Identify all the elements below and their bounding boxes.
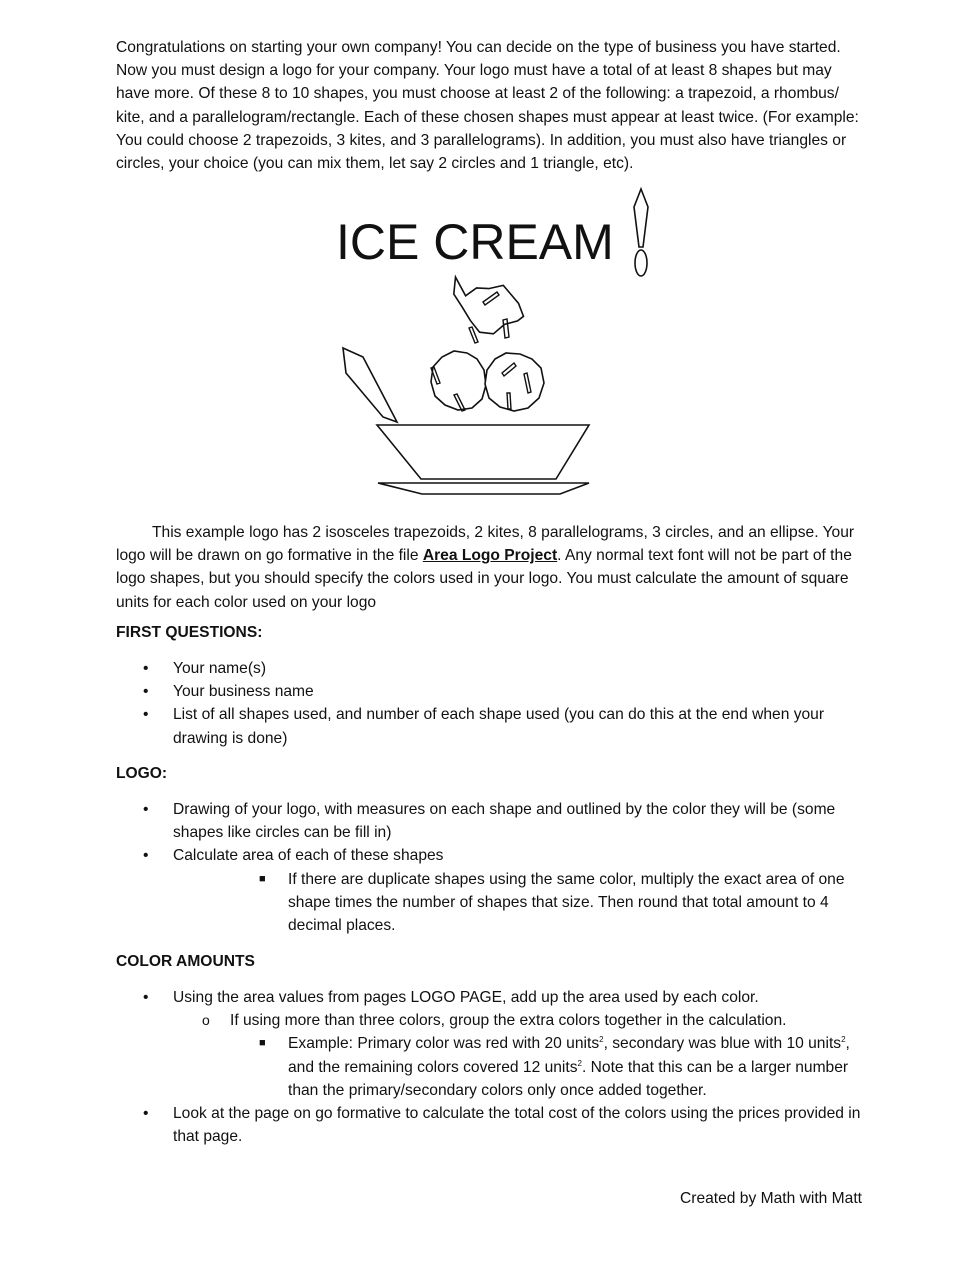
bowl-base-trapezoid [378, 483, 589, 494]
list-item: • Using the area values from pages LOGO PAGE, add up the area used by each color. [116, 986, 868, 1009]
spoon-ellipse [635, 250, 647, 276]
logo-cone-wafer [343, 348, 397, 422]
bowl-trapezoid [377, 425, 589, 479]
list-subitem: o If using more than three colors, group the extra colors together in the calculation. [116, 1009, 868, 1032]
list-item: • Your business name [116, 680, 868, 703]
list-item: • Calculate area of each of these shapes [116, 844, 868, 867]
first-questions-list [116, 657, 868, 750]
scoop-right [485, 353, 544, 411]
scoop-top [454, 277, 524, 334]
spoon-kite [634, 189, 648, 247]
logo-spoon [634, 189, 648, 276]
square-bullet-icon: ■ [259, 872, 266, 885]
list-item: • List of all shapes used, and number of each shape used (you can do this at the end when your drawing is done) [116, 703, 868, 749]
color-amounts-heading: COLOR AMOUNTS [116, 953, 255, 970]
first-questions-heading: FIRST QUESTIONS: [116, 624, 263, 641]
bullet-icon: • [143, 1105, 149, 1123]
list-subitem: ■ Example: Primary color was red with 20 units$^2$, secondary was blue with 10 units$^2$, and the remaining colors covered 12 units$^2$. Note that this can be a larger number than the primary/secondary colors only once added together. [116, 1032, 868, 1102]
logo-heading: LOGO: [116, 765, 168, 782]
list-item: • Your name(s) [116, 657, 868, 680]
list-item: • Look at the page on go formative to calculate the total cost of the colors using the prices provided in that page. [116, 1102, 868, 1148]
circle-bullet-icon: o [202, 1012, 210, 1029]
color-amounts-list [116, 986, 868, 1148]
ice-cream-logo [330, 183, 660, 501]
bullet-icon: • [143, 706, 149, 724]
footer-credit: Created by Math with Matt [679, 1190, 862, 1207]
list-subitem: ■ If there are duplicate shapes using the same color, multiply the exact area of one shape times the number of shapes that size. Then round that total amount to 4 decimal places. [116, 868, 868, 938]
logo-bowl [377, 425, 589, 494]
bullet-icon: • [143, 847, 149, 865]
intro-paragraph: Congratulations on starting your own company! You can decide on the type of business you have started. Now you must design a logo for your company. Your logo must have a total of at least 8 shapes but may have more. Of these 8 to 10 shapes, you must choose at least 2 of the following: a trapezoid, a rhombus/ kite, and a parallelogram/rectangle. Each of these chosen shapes must appear at least twice. (For example: You could choose 2 trapezoids, 3 kites, and 3 parallelograms). In addition, you must also have triangles or circles, your choice (you can mix them, let say 2 circles and 1 triangle, etc). [116, 39, 859, 173]
list-item: • Drawing of your logo, with measures on each shape and outlined by the color they will be (some shapes like circles can be fill in) [116, 798, 868, 844]
square-bullet-icon: ■ [259, 1037, 266, 1050]
area-logo-project-link[interactable]: Area Logo Project [422, 547, 558, 565]
logo-list [116, 798, 868, 937]
description-paragraph: This example logo has 2 isosceles trapezoids, 2 kites, 8 parallelograms, 3 circles, and an ellipse. Your logo will be drawn on go formative in the file Area Logo Project. Any normal text font will not be part of the logo shapes, but you should specify the colors used in your logo. You must calculate the amount of square units for each color used on your logo [116, 524, 855, 611]
bullet-icon: • [143, 660, 149, 677]
bullet-icon: • [143, 683, 149, 701]
logo-title: ICE CREAM [336, 214, 614, 270]
wafer-kite [343, 348, 397, 422]
bullet-icon: • [143, 801, 149, 818]
bullet-icon: • [143, 989, 149, 1006]
